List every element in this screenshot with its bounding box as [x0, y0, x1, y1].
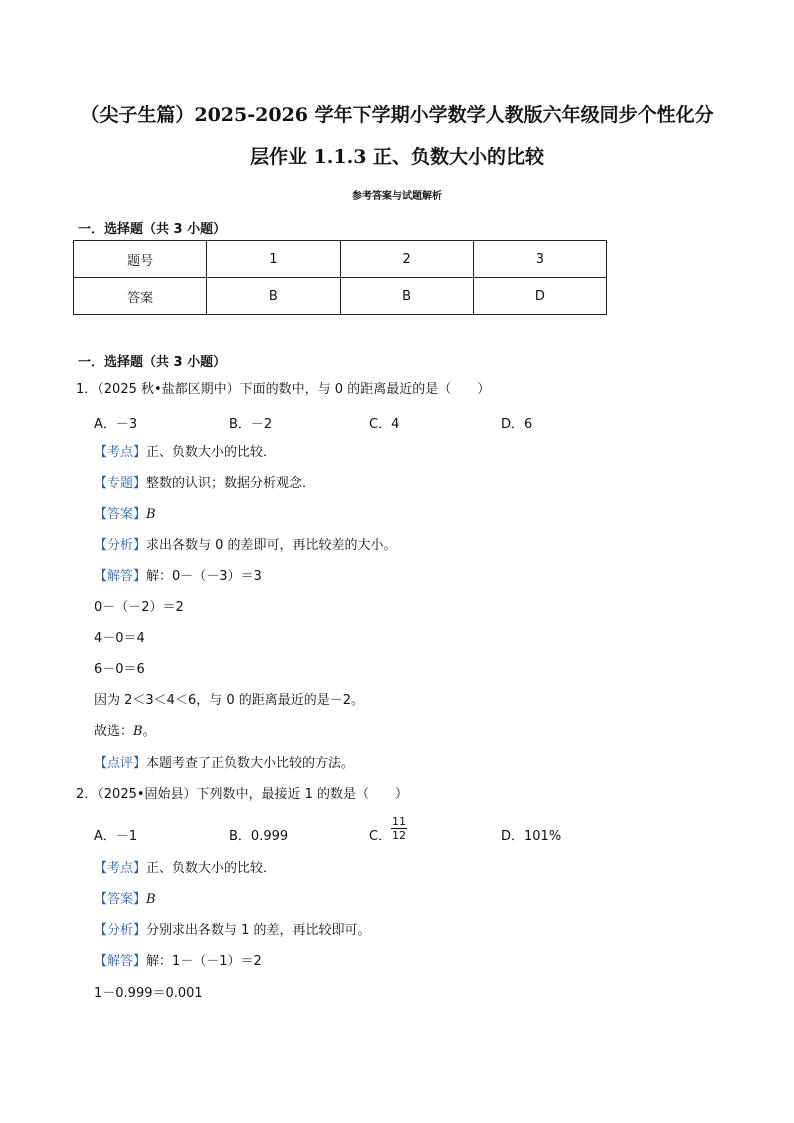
table-cell: B [207, 278, 340, 315]
kaodian-tag: 【考点】 [94, 445, 147, 460]
analysis-tag: 【分析】 [94, 538, 147, 553]
fraction-numerator: 11 [392, 815, 406, 828]
q2-option-b: B．0.999 [229, 829, 289, 844]
table-cell: 3 [473, 241, 606, 278]
document-subtitle: 参考答案与试题解析 [352, 191, 442, 202]
zhuanti-text: 整数的认识；数据分析观念． [146, 476, 316, 491]
q1-step: 4－0＝4 [94, 631, 145, 646]
fraction-denominator: 12 [392, 829, 406, 842]
q1-solution [94, 570, 262, 583]
conclusion-label: 故选： [94, 724, 134, 739]
kaodian-text: 正、负数大小的比较． [146, 861, 277, 876]
q1-step: 0－（－2）＝2 [94, 600, 184, 615]
analysis-text: 分别求出各数与 1 的差，再比较即可。 [146, 923, 371, 938]
q2-option-a: A．－1 [94, 829, 138, 844]
analysis-tag: 【分析】 [94, 923, 147, 938]
q1-analysis [94, 539, 397, 552]
conclusion-end: 。 [142, 724, 156, 739]
section-heading-answers: 一．选择题（共 3 小题） [78, 222, 227, 237]
q1-answer [94, 508, 156, 521]
q1-option-a: A．－3 [94, 417, 138, 432]
solution-tag: 【解答】 [94, 569, 147, 584]
answer-value: B [146, 507, 156, 522]
q2-analysis [94, 924, 371, 937]
answer-tag: 【答案】 [94, 892, 147, 907]
solution-tag: 【解答】 [94, 954, 147, 969]
table-cell: B [340, 278, 473, 315]
comment-text: 本题考查了正负数大小比较的方法。 [146, 756, 355, 771]
q1-kaodian [94, 446, 276, 459]
q2-answer [94, 893, 156, 906]
answer-table [73, 240, 607, 315]
solution-text: 解：0－（－3）＝3 [146, 569, 262, 584]
conclusion-value: B [133, 724, 143, 739]
table-cell: 题号 [74, 241, 207, 278]
table-cell: 答案 [74, 278, 207, 315]
q2-option-c: C． [369, 829, 392, 844]
answer-tag: 【答案】 [94, 507, 147, 522]
q1-option-c: C．4 [369, 417, 400, 432]
table-cell: D [473, 278, 606, 315]
table-cell: 1 [207, 241, 340, 278]
zhuanti-tag: 【专题】 [94, 476, 147, 491]
table-cell: 2 [340, 241, 473, 278]
q2-option-c-fraction [391, 815, 407, 842]
q2-kaodian [94, 862, 276, 875]
q1-conclusion [94, 725, 156, 738]
solution-text: 解：1－（－1）＝2 [146, 954, 262, 969]
table-row [74, 241, 607, 278]
q2-step: 1－0.999＝0.001 [94, 986, 203, 1001]
q2-option-d: D．101% [501, 829, 562, 844]
q1-option-b: B．－2 [229, 417, 273, 432]
q2-solution [94, 955, 262, 968]
kaodian-tag: 【考点】 [94, 861, 147, 876]
q1-option-d: D．6 [501, 417, 533, 432]
question-2-stem: 2．（2025•固始县）下列数中，最接近 1 的数是（ ） [76, 787, 409, 802]
q1-comment [94, 757, 354, 770]
comment-tag: 【点评】 [94, 756, 147, 771]
section-heading-questions: 一．选择题（共 3 小题） [78, 355, 227, 370]
q1-step: 6－0＝6 [94, 662, 145, 677]
answer-value: B [146, 892, 156, 907]
document-title-line1: （尖子生篇）2025-2026 学年下学期小学数学人教版六年级同步个性化分 [80, 104, 714, 126]
q1-step: 因为 2＜3＜4＜6，与 0 的距离最近的是－2。 [94, 693, 365, 708]
question-1-stem: 1．（2025 秋•盐都区期中）下面的数中，与 0 的距离最近的是（ ） [76, 382, 491, 397]
kaodian-text: 正、负数大小的比较． [146, 445, 277, 460]
analysis-text: 求出各数与 0 的差即可，再比较差的大小。 [146, 538, 397, 553]
table-row [74, 278, 607, 315]
document-title-line2: 层作业 1.1.3 正、负数大小的比较 [249, 146, 545, 168]
q1-zhuanti [94, 477, 315, 490]
